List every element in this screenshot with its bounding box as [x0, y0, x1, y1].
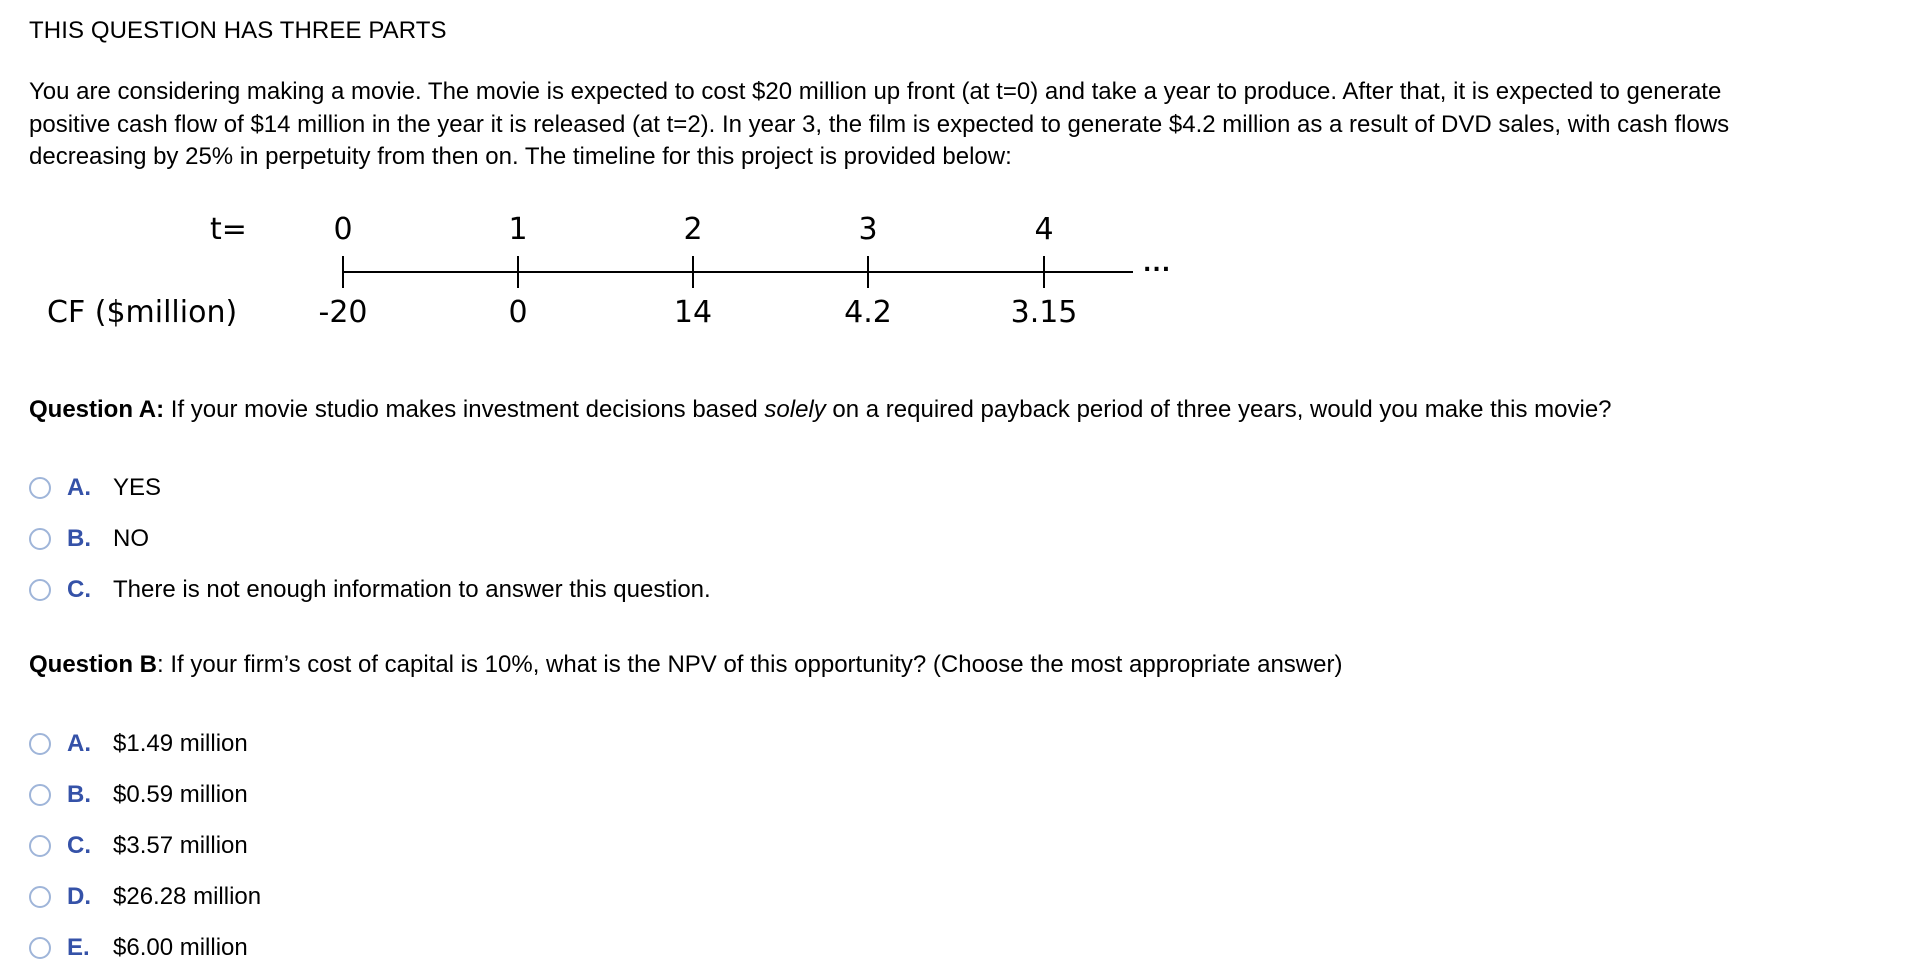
- timeline-cash-flow: 4.2: [844, 295, 892, 330]
- option-text: There is not enough information to answer this question.: [113, 575, 711, 603]
- question-b-label: Question B: [29, 651, 158, 678]
- radio-button[interactable]: [29, 579, 51, 601]
- question-b-options: [29, 718, 261, 973]
- question-a-text: If your movie studio makes investment decisions based: [164, 396, 765, 423]
- option-letter: A.: [67, 473, 91, 501]
- timeline-tick: [867, 256, 869, 288]
- timeline-period: 3: [858, 212, 878, 247]
- radio-button[interactable]: [29, 733, 51, 755]
- question-a-emphasis: solely: [764, 396, 826, 423]
- question-a-label: Question A:: [29, 396, 165, 423]
- question-a-prompt: [29, 395, 1612, 425]
- timeline-tick: [342, 256, 344, 288]
- option-letter: B.: [67, 524, 91, 552]
- timeline-tick: [692, 256, 694, 288]
- timeline-period: 2: [683, 212, 703, 247]
- problem-statement-line: You are considering making a movie. The movie is expected to cost $20 million up front (at t=0) and take a year to produce. After that, it is expected to generate: [29, 78, 1722, 105]
- radio-button[interactable]: [29, 835, 51, 857]
- timeline-cash-flow: 3.15: [1010, 295, 1078, 330]
- timeline-cf-label: CF ($million): [47, 295, 238, 330]
- timeline-cash-flow: 0: [508, 295, 528, 330]
- radio-button[interactable]: [29, 528, 51, 550]
- option-letter: D.: [67, 882, 91, 910]
- option-letter: A.: [67, 729, 91, 757]
- timeline-period: 1: [508, 212, 528, 247]
- radio-button[interactable]: [29, 477, 51, 499]
- problem-statement-line: decreasing by 25% in perpetuity from then on. The timeline for this project is provided below:: [29, 143, 1012, 170]
- option-letter: C.: [67, 831, 91, 859]
- question-b-option-d[interactable]: [29, 871, 261, 922]
- option-text: $0.59 million: [113, 780, 248, 808]
- question-b-option-a[interactable]: [29, 718, 261, 769]
- timeline-t-label: t=: [210, 212, 247, 247]
- option-text: NO: [113, 524, 149, 552]
- timeline-continuation: ...: [1143, 252, 1172, 277]
- radio-button[interactable]: [29, 784, 51, 806]
- question-a-option-a[interactable]: [29, 462, 711, 513]
- question-b-option-b[interactable]: [29, 769, 261, 820]
- option-text: $3.57 million: [113, 831, 248, 859]
- problem-statement-line: positive cash flow of $14 million in the year it is released (at t=2). In year 3, the film is expected to generate $4.2 million as a result of DVD sales, with cash flows: [29, 110, 1730, 138]
- question-b-text: : If your firm’s cost of capital is 10%, what is the NPV of this opportunity? (Choose the most appropriate answer): [157, 651, 1343, 678]
- timeline-tick: [1043, 256, 1045, 288]
- option-text: YES: [113, 473, 162, 501]
- question-b-option-c[interactable]: [29, 820, 261, 871]
- timeline-axis: [343, 271, 1133, 273]
- option-letter: B.: [67, 780, 91, 808]
- option-letter: C.: [67, 575, 91, 603]
- option-letter: E.: [67, 933, 90, 961]
- problem-statement: [29, 76, 1909, 174]
- part-header: THIS QUESTION HAS THREE PARTS: [29, 17, 447, 44]
- question-a-options: [29, 462, 711, 615]
- question-a-option-b[interactable]: [29, 513, 711, 564]
- cash-flow-timeline: [0, 200, 1930, 350]
- radio-button[interactable]: [29, 937, 51, 959]
- timeline-period: 0: [333, 212, 353, 247]
- timeline-tick: [517, 256, 519, 288]
- option-text: $6.00 million: [113, 933, 248, 961]
- question-a-option-c[interactable]: [29, 564, 711, 615]
- option-text: $1.49 million: [113, 729, 248, 757]
- question-b-prompt: [29, 650, 1342, 680]
- radio-button[interactable]: [29, 886, 51, 908]
- question-a-text: on a required payback period of three years, would you make this movie?: [825, 396, 1612, 423]
- question-b-option-e[interactable]: [29, 922, 261, 973]
- timeline-cash-flow: -20: [318, 295, 368, 330]
- timeline-period: 4: [1034, 212, 1054, 247]
- option-text: $26.28 million: [113, 882, 262, 910]
- timeline-cash-flow: 14: [673, 295, 713, 330]
